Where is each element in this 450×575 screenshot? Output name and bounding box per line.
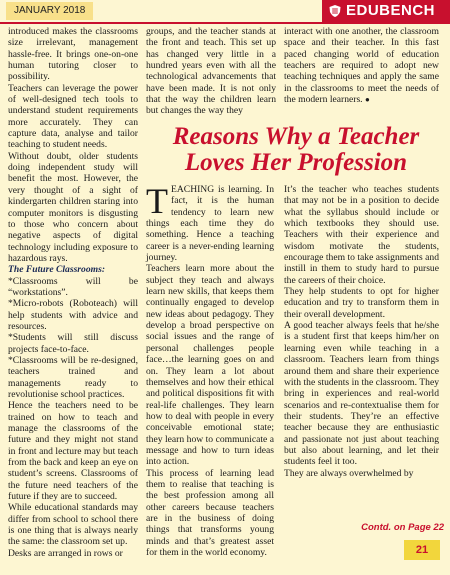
list-item: *Students will still discuss projects face-to-face. (8, 332, 138, 355)
paragraph: A good teacher always feels that he/she is a student first that keeps him/her on learning even while teaching in a classroom. Teachers learn from things around them and share their experience with the students in the classroom. They bring in experiences and real-world scenarios and re-contextualise them for their students. They’re an effective teacher because they are enthusiastic and passionate not just about teaching but also about learning, and let their students feel it too. (284, 320, 439, 468)
page-number: 21 (404, 540, 440, 560)
paragraph: Hence the teachers need to be trained on how to teach and manage the classrooms of the future and they might not stand in front and lecture may but teach from the back and keep an eye on student’s screens. Classrooms of the future need teachers of the future if they are to succeed. (8, 400, 138, 503)
paragraph: While educational standards may differ from school to school there is one thing that is always nearly the same: the classroom set up. (8, 502, 138, 548)
brand-name: EDUBENCH (346, 2, 436, 19)
paragraph: Desks are arranged in rows or (8, 547, 123, 559)
paragraph: Teachers can leverage the power of well-designed tech tools to understand student requirements more accurately. They can capture data, analyse and tailor teaching to student needs. (8, 82, 138, 151)
paragraph: Teachers learn more about the subject they teach and always learn new skills, that keeps them continually engaged to develop new ideas about pedagogy. They develop a broad perspective on social issues and the range of personal challenges people face…the learning goes on and on. They learn a lot about themselves and how their ethical and political dispositions fit with real-life challenges. They learn how to deal with people in every conceivable emotional state; they learn how to communicate a message and how to turn ideas into action. (146, 263, 274, 468)
paragraph: This process of learning lead them to realise that teaching is the best profession among all other careers because teachers are in the business of doing things that transforms young minds and that’s greatest asset for them in the world economy. (146, 467, 274, 558)
paragraph: groups, and the teacher stands at the front and teach. This set up has changed very little in a hundred years even with all the technological advancements that have been made. It is not only that the way the children learn but changes the way they (146, 26, 276, 117)
section-subheading: The Future Classrooms: (8, 264, 106, 276)
lead-paragraph (146, 181, 274, 264)
paragraph: They are always overwhelmed by (284, 467, 414, 479)
column-1 (8, 26, 138, 559)
paragraph: They help students to opt for higher education and try to transform them in their overall development. (284, 286, 439, 320)
list-item: *Classrooms will be “workstations”. (8, 275, 138, 298)
paragraph: introduced makes the classrooms size irrelevant, management hassle-free. It brings one-on-one human tutoring closer to possibility. (8, 26, 138, 83)
brand-banner (322, 0, 450, 22)
header-divider (0, 22, 450, 24)
drop-cap: T (146, 181, 168, 221)
column-3-top (284, 26, 439, 105)
column-2-top (146, 26, 276, 117)
article-title: Reasons Why a Teacher Loves Her Profession (172, 123, 420, 176)
paragraph: Without doubt, older students doing independent study will benefit the most. However, the very thought of a sight of kindergarten children staring into computer monitors is disgusting to those who concern about negative aspects of digital technology including exposure to hazardous rays. (8, 150, 138, 264)
article-column-right (284, 184, 439, 479)
continued-note: Contd. on Page 22 (361, 522, 444, 533)
list-item: *Classrooms will be re-designed, teachers trained and managements ready to revolutionise school practices. (8, 354, 138, 400)
paragraph (284, 26, 439, 105)
issue-date: JANUARY 2018 (6, 2, 93, 20)
list-item: *Micro-robots (Roboteach) will help students with advice and resources. (8, 298, 138, 332)
end-bullet-icon: ● (365, 95, 370, 105)
paragraph: It’s the teacher who teaches students that may not be in a position to decide what the syllabus should include or which textbooks they should use. Teachers with their experience and wisdom motivate the students, encourage them to take assignments and instill in them to study hard to pursue the careers of their choice. (284, 184, 439, 286)
shield-logo-icon (328, 4, 342, 18)
article-column-left (146, 181, 274, 558)
lead-text: EACHING is learning. In fact, it is the human tendency to learn new things each time they do something. Hence a teaching career is a never-ending learning journey. (146, 184, 274, 264)
paragraph-text: interact with one another, the classroom space and their teacher. In this fast paced changing world of education teachers are required to adopt new teaching techniques and apply the same in the classrooms to meet the needs of the modern learners. (284, 26, 439, 106)
page-header (0, 0, 450, 22)
